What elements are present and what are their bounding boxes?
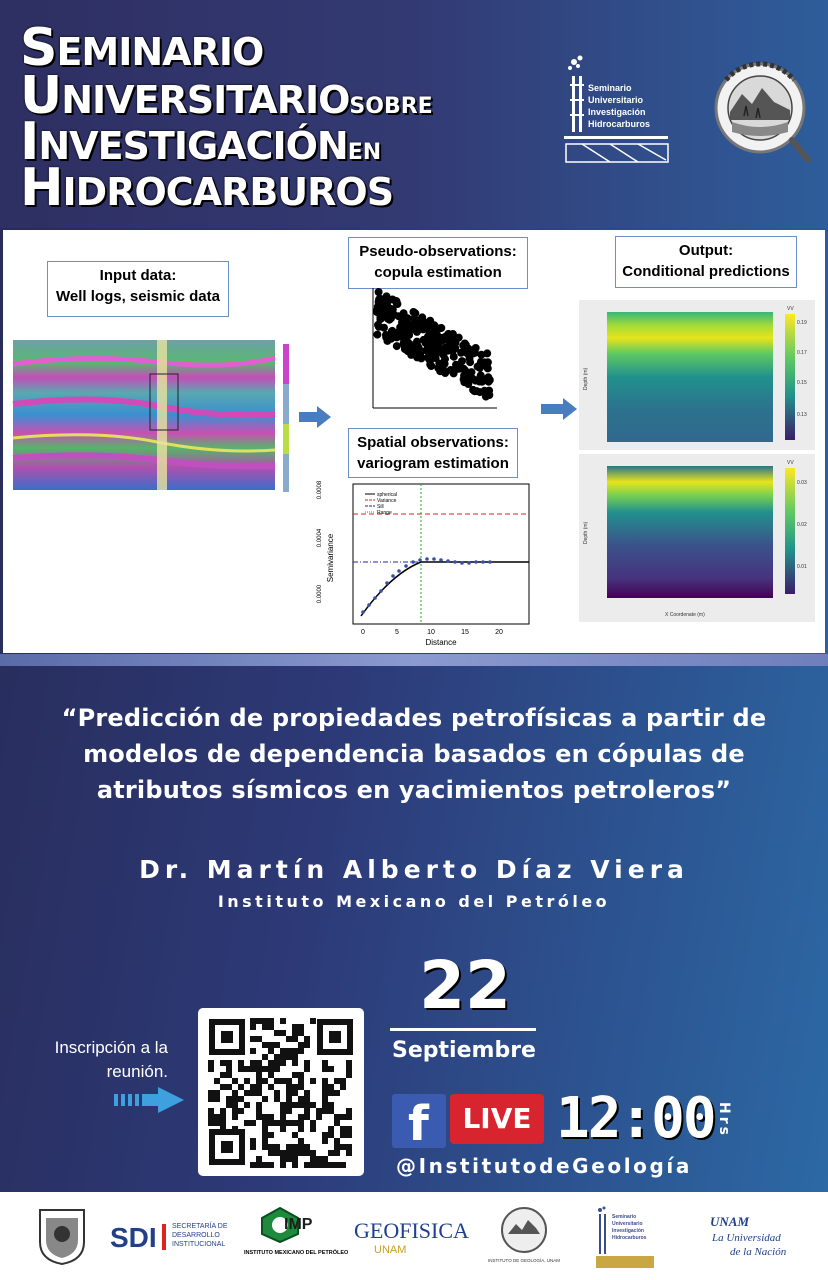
live-badge: LIVE	[450, 1094, 544, 1144]
svg-text:spherical: spherical	[377, 492, 398, 498]
instituto-geologia-footer-logo: INSTITUTO DE GEOLOGÍA, UNAM	[492, 1206, 556, 1274]
svg-text:Depth (m): Depth (m)	[583, 521, 589, 544]
output-label: Output: Conditional predictions	[615, 236, 797, 288]
svg-text:Depth (m): Depth (m)	[583, 367, 589, 390]
imp-logo: IMP INSTITUTO MEXICANO DEL PETRÓLEO	[244, 1206, 334, 1266]
event-month: Septiembre	[392, 1038, 536, 1063]
svg-text:0.17: 0.17	[797, 350, 807, 356]
svg-text:15: 15	[461, 629, 469, 636]
svg-text:VV: VV	[787, 306, 794, 312]
title-line-2: UNIVERSITARIOSOBRE	[20, 66, 433, 126]
geofisica-logo: GEOFISICA UNAM	[354, 1218, 469, 1256]
svg-text:Variance: Variance	[377, 498, 397, 504]
speaker-name: Dr. Martín Alberto Díaz Viera	[139, 855, 689, 884]
seminar-logo	[562, 54, 680, 166]
svg-text:0.01: 0.01	[797, 564, 807, 570]
arrow-right-icon	[539, 396, 579, 422]
pseudo-observations-label: Pseudo-observations: copula estimation	[348, 237, 528, 289]
svg-text:0.19: 0.19	[797, 320, 807, 326]
facebook-icon[interactable]: f	[392, 1094, 446, 1148]
facebook-handle[interactable]: @InstitutodeGeología	[396, 1154, 692, 1178]
svg-text:0.02: 0.02	[797, 522, 807, 528]
talk-title: “Predicción de propiedades petrofísicas a partir de modelos de dependencia basados en cópulas de atributos sísmicos en yacimientos petroleros”	[61, 704, 767, 804]
event-day: 22	[419, 947, 511, 1024]
svg-text:0: 0	[361, 629, 365, 636]
unam-shield-icon	[36, 1206, 88, 1266]
sponsor-footer	[0, 1192, 828, 1280]
conditional-prediction-map-bottom	[579, 454, 815, 622]
svg-text:VV: VV	[787, 460, 794, 466]
instituto-geologia-seal	[712, 60, 812, 168]
methodology-figure	[3, 230, 825, 653]
svg-text:Sill: Sill	[377, 504, 384, 510]
svg-text:Distance: Distance	[425, 638, 457, 647]
dashed-arrow-icon	[112, 1086, 186, 1116]
svg-text:0.0008: 0.0008	[317, 480, 323, 500]
svg-text:0.0000: 0.0000	[317, 584, 323, 604]
title-line-1: SEMINARIO	[20, 18, 264, 78]
registration-qr-code[interactable]	[198, 1008, 364, 1176]
svg-text:0.03: 0.03	[797, 480, 807, 486]
seminar-logo-text: Seminario Universitario Investigación Hidrocarburos	[588, 83, 651, 129]
header	[0, 0, 828, 228]
svg-text:X Coordenate (m): X Coordenate (m)	[665, 612, 705, 618]
svg-text:10: 10	[427, 629, 435, 636]
svg-text:Range: Range	[377, 510, 392, 516]
title-line-4: HIDROCARBUROS	[20, 158, 394, 218]
copula-scatter-plot	[363, 284, 503, 414]
input-data-label: Input data: Well logs, seismic data	[47, 261, 229, 317]
seismic-section-image	[7, 334, 299, 496]
arrow-right-icon	[297, 404, 333, 430]
divider-strip	[0, 654, 828, 666]
svg-text:5: 5	[395, 629, 399, 636]
speaker-institution: Instituto Mexicano del Petróleo	[217, 892, 611, 911]
unam-slogan-logo: UNAM La Universidad de la Nación	[710, 1214, 787, 1258]
date-underline	[390, 1028, 536, 1031]
conditional-prediction-map-top	[579, 300, 815, 450]
hours-label: Hrs	[715, 1102, 732, 1138]
event-time: 12:00	[556, 1086, 715, 1151]
sdi-logo: SDI SECRETARÍA DE DESARROLLO INSTITUCIONAL	[110, 1222, 228, 1253]
seminar-footer-logo: Seminario Universitario Investigación Hidrocarburos	[594, 1206, 658, 1270]
registration-text: Inscripción a la reunión.	[54, 1038, 168, 1081]
variogram-plot	[317, 478, 533, 650]
svg-text:20: 20	[495, 629, 503, 636]
title-line-3: INVESTIGACIÓNEN	[20, 112, 382, 172]
spatial-observations-label: Spatial observations: variogram estimation	[348, 428, 518, 478]
svg-text:Semivariance: Semivariance	[326, 533, 335, 583]
svg-text:0.13: 0.13	[797, 412, 807, 418]
svg-text:0.15: 0.15	[797, 380, 807, 386]
svg-text:0.0004: 0.0004	[317, 528, 323, 548]
